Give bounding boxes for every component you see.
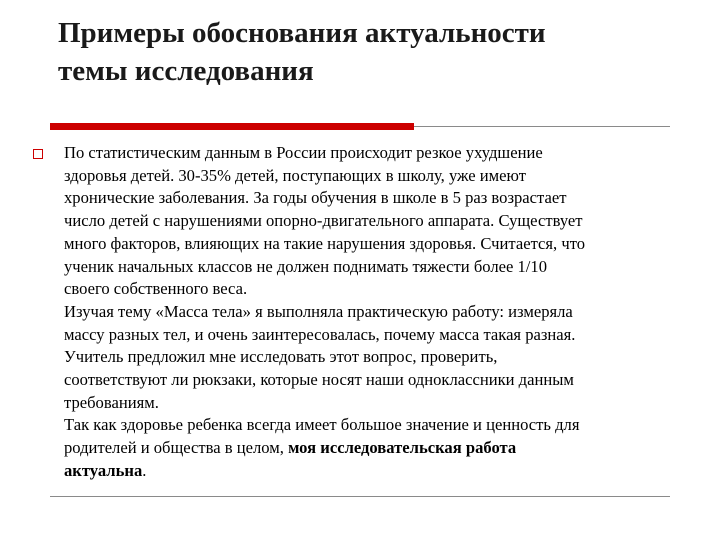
body-line: хронические заболевания. За годы обучения в школе в 5 раз возрастает (64, 188, 567, 208)
body-text-regular: родителей и общества в целом, (64, 438, 289, 458)
body-line: Учитель предложил мне исследовать этот вопрос, проверить, (64, 347, 498, 367)
hollow-square-bullet-icon (33, 149, 43, 159)
body-line: своего собственного веса. (64, 279, 248, 299)
body-line (64, 437, 704, 460)
body-text-period: . (142, 460, 147, 480)
body-line: По статистическим данным в России происходит резкое ухудшение (64, 143, 543, 162)
body-text-bold: актуальна (64, 460, 143, 480)
body-text (64, 142, 704, 483)
body-line: число детей с нарушениями опорно-двигательного аппарата. Существует (64, 211, 583, 231)
body-line: здоровья детей. 30-35% детей, поступающих в школу, уже имеют (64, 165, 526, 185)
body-line: соответствуют ли рюкзаки, которые носят наши одноклассники данным (64, 370, 574, 390)
body-line: Так как здоровье ребенка всегда имеет большое значение и ценность для (64, 415, 580, 435)
body-line: массу разных тел, и очень заинтересовалась, почему масса такая разная. (64, 324, 576, 344)
title-underline-thin (414, 126, 670, 127)
title-underline-red (50, 123, 414, 130)
bottom-rule (50, 496, 670, 497)
body-text-bold: моя исследовательская работа (288, 438, 517, 458)
title-line-1: Примеры обоснования актуальности (58, 17, 546, 49)
title-line-2: темы исследования (58, 55, 314, 87)
body-line: Изучая тему «Масса тела» я выполняла практическую работу: измеряла (64, 301, 573, 321)
body-line: много факторов, влияющих на такие нарушения здоровья. Считается, что (64, 233, 586, 253)
body-line: требованиям. (64, 392, 159, 412)
body-line: ученик начальных классов не должен поднимать тяжести более 1/10 (64, 256, 548, 276)
body-line (64, 460, 704, 483)
slide-title (58, 14, 698, 90)
